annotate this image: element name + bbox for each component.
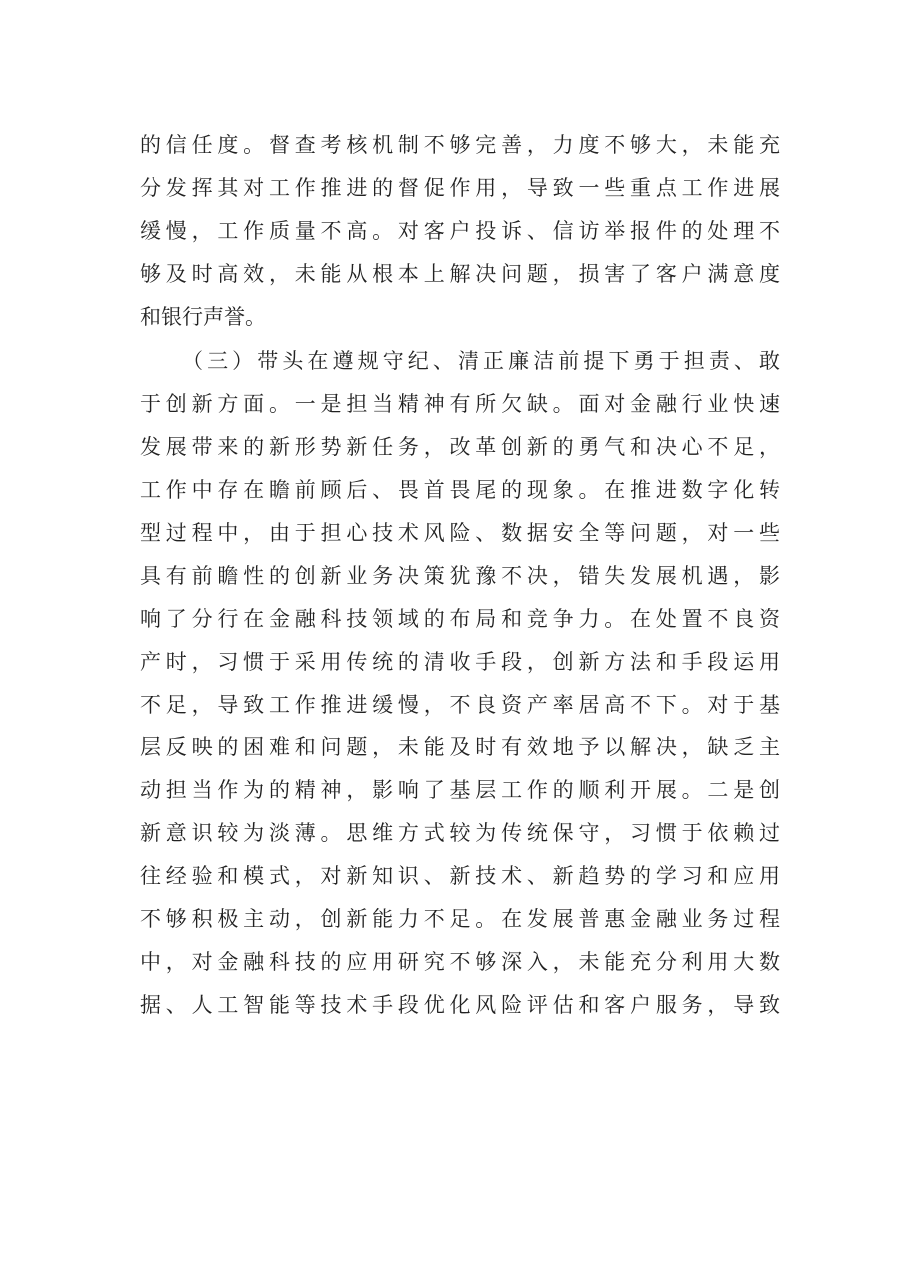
- text-line: 中，对金融科技的应用研究不够深入，未能充分利用大数: [140, 949, 780, 974]
- text-line: 响了分行在金融科技领域的布局和竞争力。在处置不良资: [140, 606, 780, 631]
- text-line: 不够积极主动，创新能力不足。在发展普惠金融业务过程: [140, 907, 780, 932]
- text-line: 分发挥其对工作推进的督促作用，导致一些重点工作进展: [140, 175, 780, 200]
- text-line: 产时，习惯于采用传统的清收手段，创新方法和手段运用: [140, 649, 780, 674]
- text-line: 和银行声誉。: [140, 304, 266, 329]
- text-line: 新意识较为淡薄。思维方式较为传统保守，习惯于依赖过: [140, 821, 780, 846]
- text-line: 动担当作为的精神，影响了基层工作的顺利开展。二是创: [140, 778, 780, 803]
- text-line: 往经验和模式，对新知识、新技术、新趋势的学习和应用: [140, 864, 780, 889]
- text-line: 于创新方面。一是担当精神有所欠缺。面对金融行业快速: [140, 392, 780, 417]
- text-line: 发展带来的新形势新任务，改革创新的勇气和决心不足，: [140, 435, 780, 460]
- paragraph-1: [140, 124, 780, 338]
- text-line: 不足，导致工作推进缓慢，不良资产率居高不下。对于基: [140, 692, 780, 717]
- text-line: 够及时高效，未能从根本上解决问题，损害了客户满意度: [140, 261, 780, 286]
- text-line: 层反映的困难和问题，未能及时有效地予以解决，缺乏主: [140, 735, 780, 760]
- text-line: 工作中存在瞻前顾后、畏首畏尾的现象。在推进数字化转: [140, 478, 780, 503]
- text-line: 具有前瞻性的创新业务决策犹豫不决，错失发展机遇，影: [140, 563, 780, 588]
- text-line: 型过程中，由于担心技术风险、数据安全等问题，对一些: [140, 521, 780, 546]
- text-line: 的信任度。督查考核机制不够完善，力度不够大，未能充: [140, 133, 780, 157]
- text-line: 缓慢，工作质量不高。对客户投诉、信访举报件的处理不: [140, 218, 780, 243]
- document-body: [140, 124, 780, 1027]
- text-line: （三）带头在遵规守纪、清正廉洁前提下勇于担责、敢: [182, 349, 780, 374]
- text-line: 据、人工智能等技术手段优化风险评估和客户服务，导致: [140, 992, 780, 1017]
- paragraph-2: [140, 340, 780, 1026]
